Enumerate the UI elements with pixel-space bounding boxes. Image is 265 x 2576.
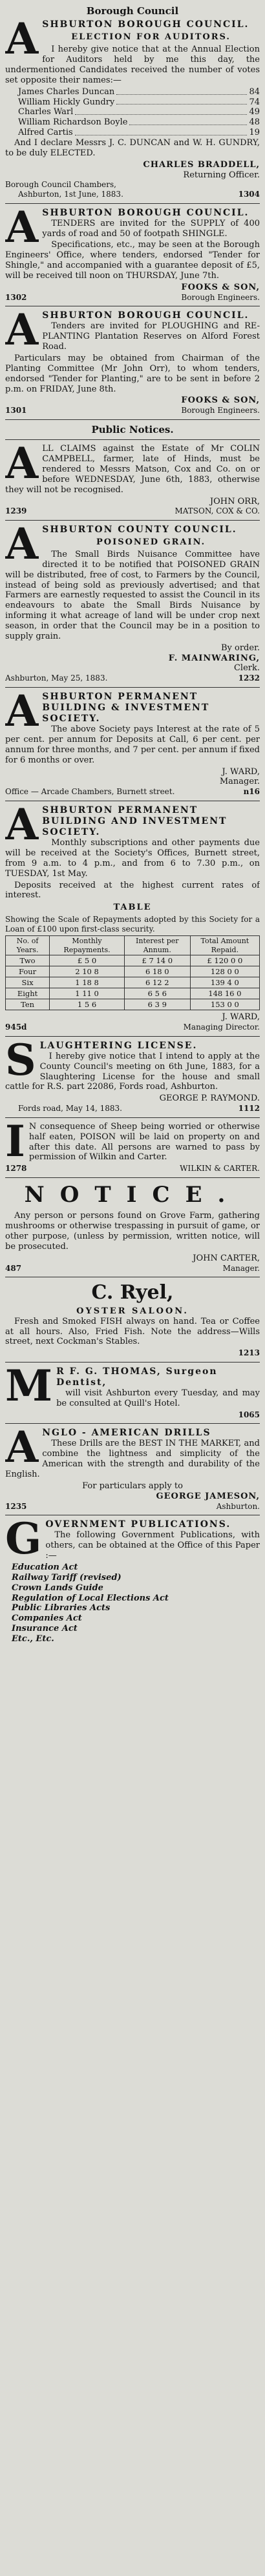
candidate-list bbox=[5, 87, 260, 138]
signer-role: Manager. bbox=[222, 1263, 260, 1273]
table-cell: Four bbox=[6, 966, 50, 977]
divider bbox=[5, 1362, 260, 1363]
ad-drills bbox=[5, 1428, 260, 1511]
divider bbox=[5, 1036, 260, 1037]
table-cell: 6 18 0 bbox=[124, 966, 190, 977]
drop-cap: A bbox=[5, 1428, 39, 1473]
table-row bbox=[6, 999, 260, 1010]
drop-cap: A bbox=[5, 524, 39, 570]
candidate-row bbox=[18, 97, 260, 108]
divider bbox=[5, 1423, 260, 1424]
notice-footer bbox=[5, 674, 260, 683]
section-heading-borough: Borough Council bbox=[86, 5, 179, 17]
notice-footer bbox=[5, 293, 260, 303]
notice-building-society-interest bbox=[5, 692, 260, 797]
divider bbox=[5, 203, 260, 204]
ad-code: n16 bbox=[243, 787, 260, 797]
ad-code: 1304 bbox=[238, 190, 260, 199]
drop-cap: S bbox=[5, 1040, 36, 1085]
table-cell: 1 18 8 bbox=[50, 977, 125, 988]
drop-cap: A bbox=[5, 310, 39, 355]
signer-role: Borough Engineers. bbox=[181, 292, 260, 302]
list-item: Education Act bbox=[12, 1562, 78, 1572]
notice-body: Any person or persons found on Grove Farm, gathering mushrooms or otherwise trespassing in pursuit of game, or other purpose, (unless by permission, written notice, will be prosecuted. bbox=[5, 1211, 260, 1252]
notice-body: I hereby give notice that at the Annual Election for Auditors held by me this day, the undermentioned Candidates received the number of votes set opposite their names:— bbox=[5, 45, 260, 85]
notice-footer bbox=[5, 1264, 260, 1273]
table-cell: 1 11 0 bbox=[50, 988, 125, 999]
notice-body: Particulars may be obtained from Chairman of the Planting Committee (Mr John Orr), to whom tenders, endorsed "Tender for Planting," are to be sent in before 2 p.m. on FRIDAY, June 8th. bbox=[5, 354, 260, 394]
ad-code: 1302 bbox=[5, 292, 27, 302]
ad-body: Fresh and Smoked FISH always on hand. Tea or Coffee at all hours. Also, Fried Fish. Note the address—Wills street, next Cockman's Stables. bbox=[5, 1316, 260, 1347]
drop-cap: A bbox=[5, 19, 39, 65]
candidate-row bbox=[18, 117, 260, 128]
notice-building-society-repayments bbox=[5, 805, 260, 1032]
ad-code: 1278 bbox=[5, 1164, 27, 1173]
notice-body: The Small Birds Nuisance Committee have directed it to be notified that POISONED GRAIN will be distributed, free of cost, to Farmers by the Council, instead of being sold as previously advertised; and that Farmers are earnestly requested to assist the Council in its endeavours to abate the Small Birds Nuisance by informing it what acreage of land will be under crop next season, in order that the Council may be in a position to supply grain. bbox=[5, 549, 260, 641]
ad-code: 1301 bbox=[5, 406, 27, 415]
notice-tenders-planting bbox=[5, 310, 260, 415]
notice-body: The above Society pays Interest at the rate of 5 per cent. per annum for Deposits at Call, 6 per cent. per annum for three months, and 7 per cent. per annum if fixed for 6 months or over. bbox=[5, 724, 260, 765]
drop-cap: A bbox=[5, 691, 39, 736]
table-row bbox=[6, 966, 260, 977]
ad-dentist bbox=[5, 1366, 260, 1420]
signer-name: CHARLES BRADDELL, bbox=[143, 159, 260, 170]
table-cell: 6 3 9 bbox=[124, 999, 190, 1010]
notice-date: Ashburton, 1st June, 1883. bbox=[18, 190, 123, 199]
notice-title: NOTICE. bbox=[24, 1181, 241, 1208]
column-header: No. of Years. bbox=[6, 936, 50, 955]
table-cell: 128 0 0 bbox=[190, 966, 259, 977]
candidate-row bbox=[18, 128, 260, 138]
notice-footer bbox=[5, 506, 260, 516]
table-cell: 6 12 2 bbox=[124, 977, 190, 988]
ad-body: will visit Ashburton every Tuesday, and may be consulted at Quill's Hotel. bbox=[56, 1388, 260, 1408]
table-cell: Two bbox=[6, 955, 50, 966]
table-cell: £ 7 14 0 bbox=[124, 955, 190, 966]
signer-name: WILKIN & CARTER. bbox=[180, 1164, 260, 1173]
section-heading-public: Public Notices. bbox=[91, 423, 174, 435]
notice-body: Specifications, etc., may be seen at the Borough Engineers' Office, where tenders, endorsed "Tender for Shingle," and accompanied with a guarantee deposit of £5, will be received till noon on THURSDAY, June 7th. bbox=[5, 240, 260, 281]
table-title: TABLE bbox=[113, 903, 152, 913]
notice-title: SHBURTON BOROUGH COUNCIL. bbox=[42, 310, 249, 321]
list-item: Railway Tariff (revised) bbox=[12, 1572, 122, 1583]
ad-code: 1232 bbox=[238, 674, 260, 683]
divider bbox=[5, 419, 260, 420]
candidate-votes: 49 bbox=[249, 107, 260, 117]
table-row bbox=[6, 977, 260, 988]
ad-code: 1235 bbox=[5, 1501, 27, 1511]
signer-name: J. WARD, bbox=[222, 1012, 260, 1023]
notice-body: TENDERS are invited for the SUPPLY of 400 yards of road and 50 of footpath SHINGLE. bbox=[42, 218, 260, 239]
drop-cap: I bbox=[5, 1121, 25, 1166]
notice-place: Borough Council Chambers, bbox=[5, 180, 116, 190]
ad-footer bbox=[5, 1410, 260, 1420]
signer-role: Clerk. bbox=[233, 663, 260, 674]
signer-name: FOOKS & SON, bbox=[181, 282, 260, 292]
candidate-name: James Charles Duncan bbox=[18, 86, 115, 97]
divider bbox=[5, 439, 260, 440]
notice-footer bbox=[5, 406, 260, 415]
table-cell: Ten bbox=[6, 999, 50, 1010]
table-cell: 153 0 0 bbox=[190, 999, 259, 1010]
table-cell: Six bbox=[6, 977, 50, 988]
list-item: Regulation of Local Elections Act bbox=[12, 1593, 169, 1603]
signer-name: F. MAINWARING, bbox=[168, 653, 260, 663]
column-header: Interest per Annum. bbox=[124, 936, 190, 955]
candidate-votes: 48 bbox=[249, 117, 260, 128]
ad-code: 945d bbox=[5, 1023, 27, 1032]
ad-code: 1112 bbox=[238, 1104, 260, 1113]
notice-slaughtering-license bbox=[5, 1041, 260, 1113]
notice-subtitle: POISONED GRAIN. bbox=[96, 537, 206, 548]
list-item: Crown Lands Guide bbox=[12, 1583, 103, 1593]
notice-body: LL CLAIMS against the Estate of Mr COLIN CAMPBELL, farmer, late of Hinds, must be rendered to Messrs Matson, Cox and Co. on or before WEDNESDAY, June 6th, 1883, otherwise they will not be recognised. bbox=[5, 444, 260, 495]
drop-cap: A bbox=[5, 444, 39, 489]
table-header-row bbox=[6, 936, 260, 955]
notice-sheep-poison bbox=[5, 1122, 260, 1173]
candidate-row bbox=[18, 87, 260, 97]
drop-cap: M bbox=[5, 1366, 53, 1411]
ad-code: 1239 bbox=[5, 506, 27, 516]
notice-auditor-election bbox=[5, 19, 260, 199]
list-item: Public Libraries Acts bbox=[12, 1603, 111, 1613]
table-row bbox=[6, 955, 260, 966]
table-cell: Eight bbox=[6, 988, 50, 999]
notice-office: Office — Arcade Chambers, Burnett street. bbox=[5, 787, 175, 797]
divider bbox=[5, 520, 260, 521]
ad-subtitle: OYSTER SALOON. bbox=[76, 1306, 189, 1316]
drop-cap: G bbox=[5, 1519, 42, 1564]
candidate-name: William Richardson Boyle bbox=[18, 117, 128, 128]
signer-name: GEORGE JAMESON, bbox=[156, 1491, 260, 1501]
table-cell: 2 10 8 bbox=[50, 966, 125, 977]
notice-footer bbox=[5, 1164, 260, 1173]
table-cell: 148 16 0 bbox=[190, 988, 259, 999]
ad-body: These Drills are the BEST IN THE MARKET, and combine the lightness and simplicity of the American with the strength and durability of the English. bbox=[5, 1439, 260, 1480]
candidate-votes: 74 bbox=[249, 97, 260, 107]
divider bbox=[5, 687, 260, 688]
drop-cap: A bbox=[5, 804, 39, 850]
repayment-table bbox=[5, 935, 260, 1010]
signer-role: Borough Engineers. bbox=[181, 406, 260, 415]
ad-code: 487 bbox=[5, 1263, 22, 1273]
candidate-row bbox=[18, 107, 260, 117]
notice-title: LAUGHTERING LICENSE. bbox=[39, 1040, 198, 1051]
notice-title: SHBURTON PERMANENT BUILDING AND INVESTMENT SOCIETY. bbox=[42, 804, 228, 838]
candidate-name: William Hickly Gundry bbox=[18, 97, 115, 107]
signer-name: MATSON, COX & CO. bbox=[175, 506, 260, 516]
ad-oyster-saloon bbox=[5, 1281, 260, 1358]
column-header: Monthly Repayments. bbox=[50, 936, 125, 955]
notice-footer bbox=[5, 1023, 260, 1032]
table-cell: £ 120 0 0 bbox=[190, 955, 259, 966]
notice-date: Fords road, May 14, 1883. bbox=[18, 1104, 122, 1113]
table-cell: 6 5 6 bbox=[124, 988, 190, 999]
ad-title: OVERNMENT PUBLICATIONS. bbox=[45, 1519, 231, 1530]
ad-apply-line: For particulars apply to bbox=[82, 1481, 183, 1491]
signer-name: GEORGE P. RAYMOND. bbox=[159, 1093, 260, 1104]
table-cell: 139 4 0 bbox=[190, 977, 259, 988]
signer-name: FOOKS & SON, bbox=[181, 395, 260, 406]
notice-body: Monthly subscriptions and other payments due will be received at the Society's Offices, Burnett street, from 9 a.m. to 4 p.m., and from 6 to 7.30 p.m., on TUESDAY, 1st May. bbox=[5, 838, 260, 879]
ad-body: The following Government Publications, with others, can be obtained at the Office of this Paper :— bbox=[45, 1530, 260, 1561]
notice-footer bbox=[5, 787, 260, 797]
ad-government-publications bbox=[5, 1519, 260, 1644]
candidate-name: Charles Warl bbox=[18, 107, 74, 117]
notice-body: I hereby give notice that I intend to apply at the County Council's meeting on 6th June, 1883, for a Slaughtering License for the house and small cattle for R.S. part 22086, Fords road, Ashburton. bbox=[5, 1051, 260, 1092]
notice-tenders-shingle bbox=[5, 208, 260, 303]
ad-place: Ashburton. bbox=[216, 1501, 260, 1511]
ad-code: 1213 bbox=[238, 1348, 260, 1358]
list-item: Etc., Etc. bbox=[12, 1633, 54, 1644]
notice-title: SHBURTON BOROUGH COUNCIL. bbox=[42, 207, 249, 218]
ad-title: NGLO - AMERICAN DRILLS bbox=[42, 1428, 211, 1439]
table-cell: 1 5 6 bbox=[50, 999, 125, 1010]
notice-poisoned-grain bbox=[5, 524, 260, 683]
signer-role: Returning Officer. bbox=[183, 170, 260, 180]
notice-declaration: And I declare Messrs J. C. DUNCAN and W. H. GUNDRY, to be duly ELECTED. bbox=[5, 137, 260, 158]
ad-footer bbox=[5, 1502, 260, 1512]
candidate-votes: 19 bbox=[249, 128, 260, 138]
ad-title: R F. G. THOMAS, Surgeon Dentist, bbox=[56, 1366, 218, 1388]
table-row bbox=[6, 988, 260, 999]
notice-body: N consequence of Sheep being worried or otherwise half eaten, POISON will be laid on property on and after this date. All persons are warned to pass by permission of Wilkin and Carter. bbox=[28, 1121, 260, 1163]
divider bbox=[5, 1117, 260, 1118]
list-item: Insurance Act bbox=[12, 1624, 78, 1634]
signer-name: JOHN ORR, bbox=[209, 496, 260, 506]
candidate-votes: 84 bbox=[249, 86, 260, 97]
ad-title: C. Ryel, bbox=[91, 1281, 174, 1304]
signer-name: JOHN CARTER, bbox=[193, 1253, 260, 1263]
notice-by-order: By order. bbox=[220, 643, 260, 653]
signer-role: Managing Director. bbox=[183, 1023, 260, 1032]
notice-title: SHBURTON PERMANENT BUILDING & INVESTMENT SOCIETY. bbox=[42, 691, 210, 724]
column-header: Total Amount Repaid. bbox=[190, 936, 259, 955]
divider bbox=[5, 1177, 260, 1178]
list-item: Companies Act bbox=[12, 1613, 82, 1624]
notice-date: Ashburton, May 25, 1883. bbox=[5, 674, 108, 683]
notice-trespass bbox=[5, 1182, 260, 1273]
signer-name: J. WARD, bbox=[222, 766, 260, 777]
table-caption: Showing the Scale of Repayments adopted by this Society for a Loan of £100 upon first-class security. bbox=[5, 915, 260, 934]
notice-footer bbox=[5, 190, 260, 199]
notice-title: SHBURTON COUNTY COUNCIL. bbox=[42, 524, 237, 535]
notice-title: SHBURTON BOROUGH COUNCIL. bbox=[42, 19, 249, 30]
candidate-name: Alfred Cartis bbox=[18, 128, 73, 138]
notice-subtitle: ELECTION FOR AUDITORS. bbox=[71, 32, 231, 43]
notice-body: Deposits received at the highest current rates of interest. bbox=[5, 880, 260, 901]
drop-cap: A bbox=[5, 207, 39, 252]
table-cell: £ 5 0 bbox=[50, 955, 125, 966]
notice-estate-claims bbox=[5, 444, 260, 516]
signer-role: Manager. bbox=[219, 777, 260, 787]
ad-footer bbox=[5, 1348, 260, 1358]
notice-body: Tenders are invited for PLOUGHING and RE-PLANTING Plantation Reserves on Alford Forest Road. bbox=[42, 321, 260, 352]
ad-code: 1065 bbox=[238, 1410, 260, 1419]
notice-footer bbox=[5, 1104, 260, 1113]
